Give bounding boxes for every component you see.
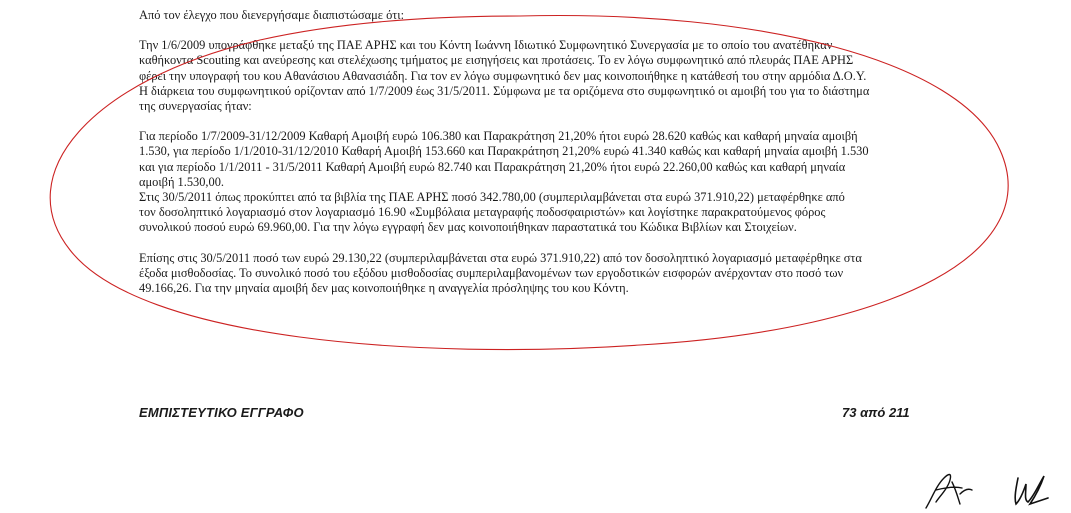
text-line: Την 1/6/2009 υπογράφθηκε μεταξύ της ΠΑΕ ΑΡΗΣ και του Κόντη Ιωάννη Ιδιωτικό Συμφωνητικό Συνεργασία με το οποίο του ανατέθηκαν xyxy=(139,38,833,53)
text-line: Η διάρκεια του συμφωνητικού ορίζονταν από 1/7/2009 έως 31/5/2011. Σύμφωνα με τα οριζόμενα στο συμφωνητικό οι αμοιβή του για το διάστημα xyxy=(139,83,870,98)
text-line: καθήκοντα Scouting και ανεύρεσης και στελέχωσης τμήματος με εισηγήσεις και προτάσεις. Το εν λόγω συμφωνητικό από πλευράς ΠΑΕ ΑΡΗΣ xyxy=(139,53,854,68)
intro-line: Από τον έλεγχο που διενεργήσαμε διαπιστώσαμε ότι: xyxy=(139,8,405,22)
confidential-label: ΕΜΠΙΣΤΕΥΤΙΚΟ ΕΓΓΡΑΦΟ xyxy=(139,405,304,420)
text-line: φέρει την υπογραφή του κου Αθανάσιου Αθανασιάδη. Για τον εν λόγω συμφωνητικό δεν μας κοινοποιήθηκε η κατάθεσή του στην αρμόδια Δ.Ο.Υ. xyxy=(139,68,867,83)
signature-2 xyxy=(1004,472,1050,508)
text-line: Για περίοδο 1/7/2009-31/12/2009 Καθαρή Αμοιβή ευρώ 106.380 και Παρακράτηση 21,20% ήτοι ευρώ 28.620 καθώς και καθαρή μηναία αμοιβή xyxy=(139,129,858,144)
text-line: συνολικού ποσού ευρώ 69.960,00. Για την λόγω εγγραφή δεν μας κοινοποιήθηκαν παραστατικά του Κώδικα Βιβλίων και Στοιχείων. xyxy=(139,220,797,235)
document-body xyxy=(139,8,917,296)
paragraph-contract xyxy=(139,38,917,114)
text-line: 49.166,26. Για την μηναία αμοιβή δεν μας κοινοποιήθηκε η αναγγελία πρόσληψης του κου Κόντη. xyxy=(139,281,629,296)
text-line: Επίσης στις 30/5/2011 ποσό των ευρώ 29.130,22 (συμπεριλαμβάνεται στα ευρώ 371.910,22) από τον δοσοληπτικό λογαριασμό μεταφέρθηκε στα xyxy=(139,250,862,265)
text-line: έξοδα μισθοδοσίας. Το συνολικό ποσό του εξόδου μισθοδοσίας συμπεριλαμβανομένων των εργοδοτικών εισφορών ανέρχονταν στο ποσό των xyxy=(139,265,844,280)
paragraph-payments xyxy=(139,129,917,235)
text-line: αμοιβή 1.530,00. xyxy=(139,174,225,189)
text-line: της συνεργασίας ήταν: xyxy=(139,99,252,114)
text-line: 1.530, για περίοδο 1/1/2010-31/12/2010 Καθαρή Αμοιβή 153.660 και Παρακράτηση 21,20% ευρώ 41.340 καθώς και καθαρή μηναία αμοιβή 1.530 xyxy=(139,144,869,159)
text-line: Στις 30/5/2011 όπως προκύπτει από τα βιβλία της ΠΑΕ ΑΡΗΣ ποσό 342.780,00 (συμπεριλαμβάνεται στα ευρώ 371.910,22) μεταφέρθηκε από xyxy=(139,190,845,205)
paragraph-payroll xyxy=(139,251,917,297)
text-line: τον δοσοληπτικό λογαριασμό στον λογαριασμό 16.90 «Συμβόλαια μεταγραφής ποδοσφαιριστών» και λογίστηκε παρακρατούμενος φόρος xyxy=(139,205,826,220)
text-line: και για περίοδο 1/1/2011 - 31/5/2011 Καθαρή Αμοιβή ευρώ 82.740 και Παρακράτηση 21,20% ήτοι ευρώ 22.260,00 καθώς και καθαρή μηναία xyxy=(139,159,846,174)
signature-1 xyxy=(922,468,974,510)
page-number: 73 από 211 xyxy=(842,405,910,420)
